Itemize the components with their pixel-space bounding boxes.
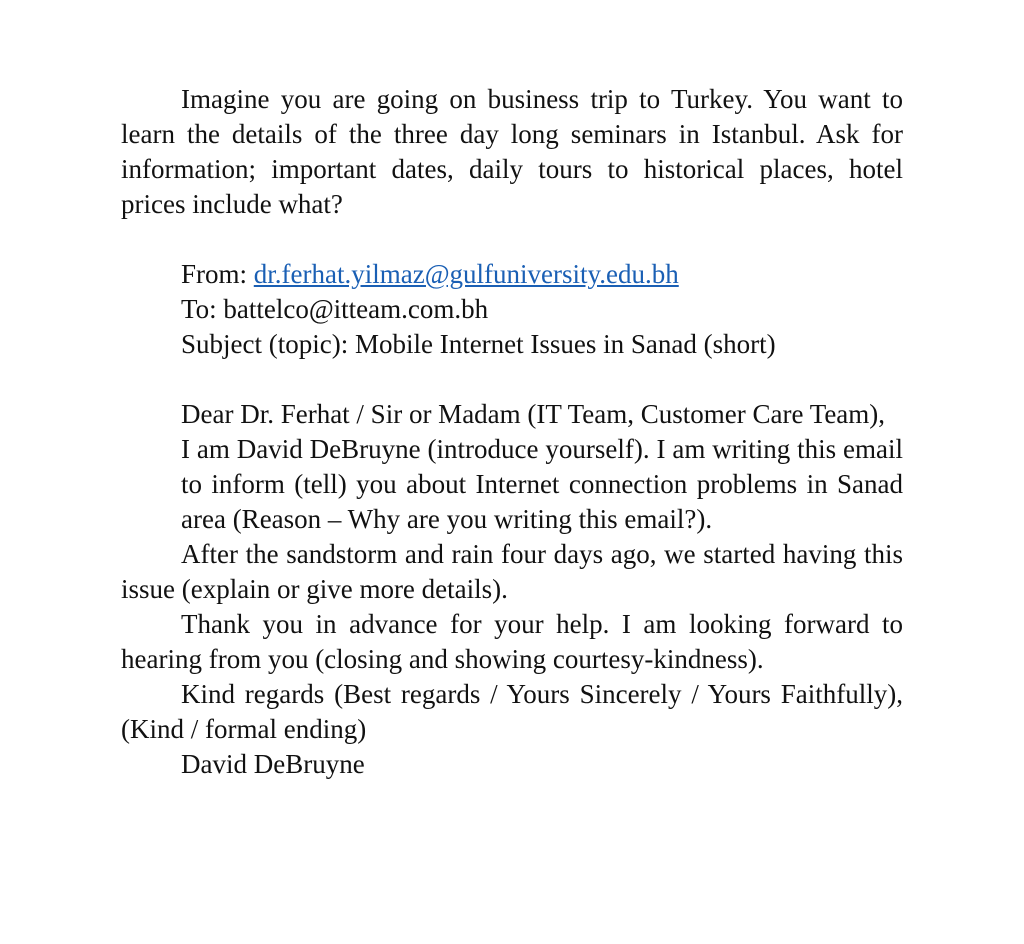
subject-line: Subject (topic): Mobile Internet Issues in Sanad (short) xyxy=(181,329,776,359)
signature: David DeBruyne xyxy=(181,749,365,779)
email-header xyxy=(121,257,903,362)
from-label: From: xyxy=(181,259,254,289)
to-line: To: battelco@itteam.com.bh xyxy=(181,294,489,324)
details-paragraph: After the sandstorm and rain four days ago, we started having this issue (explain or give more details). xyxy=(121,539,903,604)
signoff: Kind regards (Best regards / Yours Sincerely / Yours Faithfully), (Kind / formal ending) xyxy=(121,679,903,744)
task-prompt: Imagine you are going on business trip to Turkey. You want to learn the details of the three day long seminars in Istanbul. Ask for information; important dates, daily tours to historical places, hotel prices include what? xyxy=(121,84,903,219)
from-line xyxy=(181,257,903,292)
spacer xyxy=(121,362,903,397)
document-page xyxy=(121,82,903,782)
closing-paragraph: Thank you in advance for your help. I am looking forward to hearing from you (closing and showing courtesy-kindness). xyxy=(121,609,903,674)
spacer xyxy=(121,222,903,257)
intro-paragraph: I am David DeBruyne (introduce yourself). I am writing this email to inform (tell) you about Internet connection problems in Sanad area (Reason – Why are you writing this email?). xyxy=(181,434,903,534)
greeting: Dear Dr. Ferhat / Sir or Madam (IT Team, Customer Care Team), xyxy=(181,399,886,429)
from-email-link[interactable]: dr.ferhat.yilmaz@gulfuniversity.edu.bh xyxy=(253,259,679,289)
